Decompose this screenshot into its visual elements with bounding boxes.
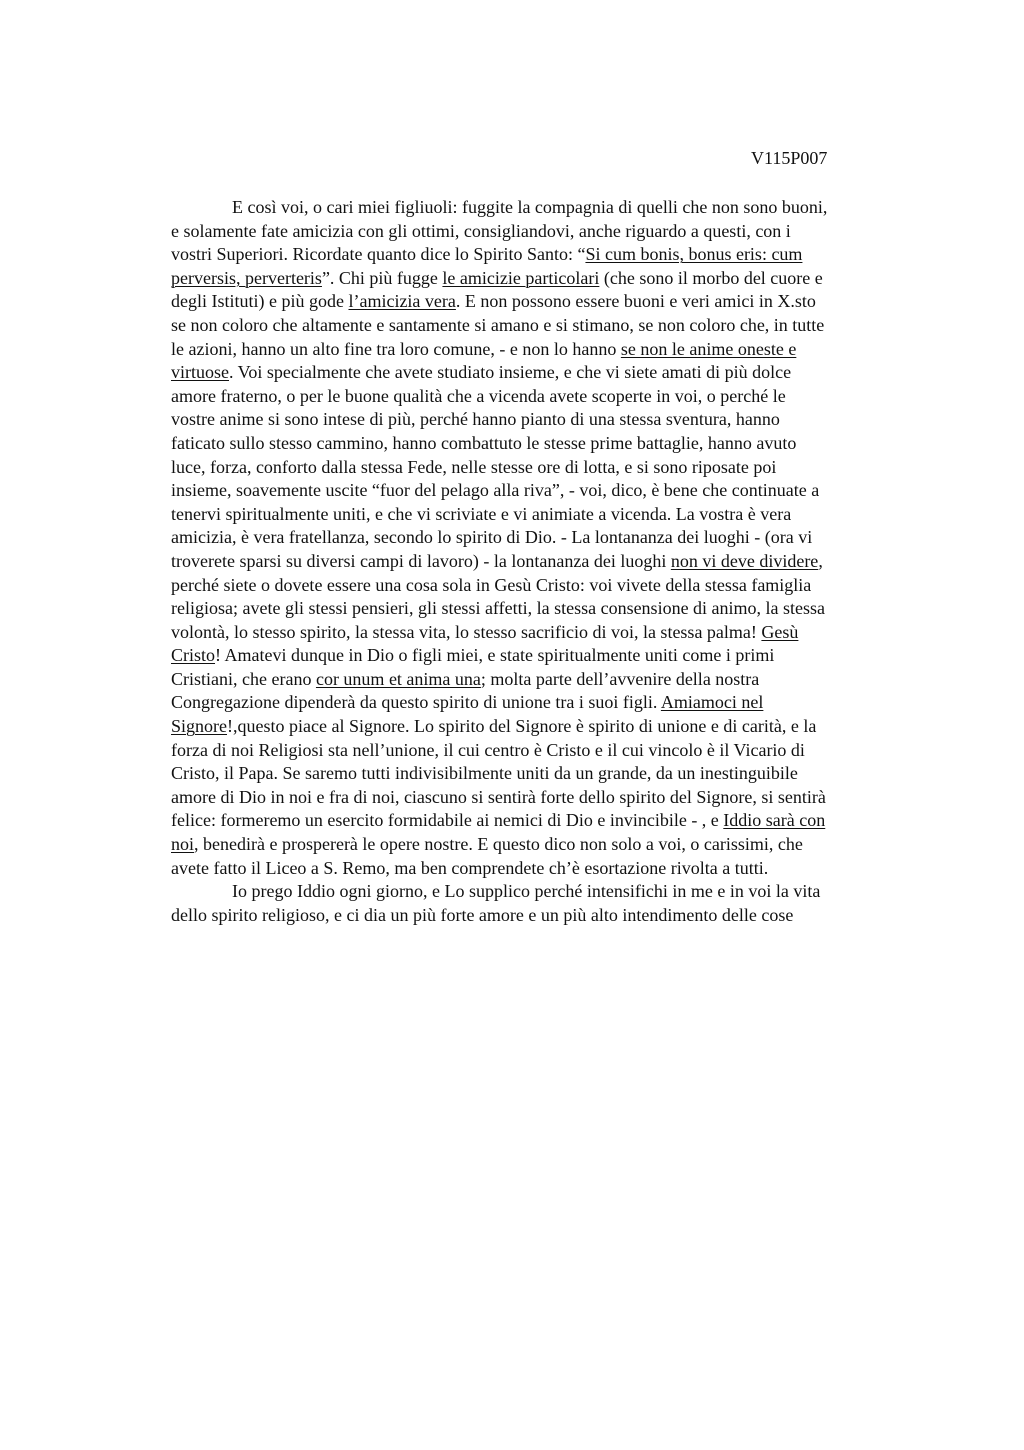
text-line [171,456,931,480]
text-run: !,questo piace al Signore. Lo spirito del Signore è spirito di unione e di carità, e la [227,716,817,737]
text-line [171,220,931,244]
text-run: tenervi spiritualmente uniti, e che vi scriviate e vi animiate a vicenda. La vostra è vera [171,503,792,524]
text-line [171,338,931,362]
text-run: amore fraterno, o per le buone qualità che a vicenda avete scoperte in voi, o perché le [171,385,786,406]
text-line [171,880,931,904]
text-line [171,739,931,763]
underlined-text: Signore [171,716,227,737]
text-run: , benedirà e prospererà le opere nostre. E questo dico non solo a voi, o carissimi, che [194,834,803,855]
text-run: degli Istituti) e più gode [171,291,349,312]
text-line [171,290,931,314]
underlined-text: cor unum et anima una [315,668,481,689]
text-run: E così voi, o cari miei figliuoli: fuggite la compagnia di quelli che non sono buoni, [232,197,828,217]
page-reference: V115P007 [751,148,828,168]
letter-body [171,196,931,927]
text-run: luce, forza, conforto dalla stessa Fede, nelle stesse ore di lotta, e si sono riposate poi [171,456,777,477]
text-line [171,574,931,598]
text-run: le azioni, hanno un alto fine tra loro comune, - e non lo hanno [171,338,621,359]
text-line [171,385,931,409]
text-line [171,621,931,645]
text-line [171,408,931,432]
underlined-text: le amicizie particolari [442,267,600,288]
text-run: , [818,550,823,571]
text-line [171,479,931,503]
text-line [171,762,931,786]
text-run: religiosa; avete gli stessi pensieri, gli stessi affetti, la stessa consensione di animo, la stessa [171,598,826,619]
underlined-text: Gesù [761,621,799,642]
text-run: ”. Chi più fugge [321,267,443,288]
text-run: e solamente fate amicizia con gli ottimi, consigliandovi, anche riguardo a questi, con i [171,220,791,241]
text-run: (che sono il morbo del cuore e [599,267,823,288]
text-line [171,809,931,833]
text-line [171,550,931,574]
text-run: perché siete o dovete essere una cosa sola in Gesù Cristo: voi vivete della stessa famiglia [171,574,812,595]
text-run: . Voi specialmente che avete studiato insieme, e che vi siete amati di più dolce [229,362,792,383]
underlined-text: noi [171,834,195,855]
text-line [171,786,931,810]
text-line [171,526,931,550]
text-line [171,857,931,881]
text-line [171,691,931,715]
text-run: ; molta parte dell’avvenire della nostra [480,668,760,689]
text-run: Cristiani, che erano [171,668,316,689]
text-line [171,503,931,527]
text-run: Congregazione dipenderà da questo spirito di unione tra i suoi figli. [171,692,661,713]
text-line [171,243,931,267]
text-run: Io prego Iddio ogni giorno, e Lo supplico perché intensifichi in me e in voi la vita [232,881,821,902]
text-run: . E non possono essere buoni e veri amici in X.sto [455,291,816,312]
text-run: troverete sparsi su diversi campi di lavoro) - la lontananza dei luoghi [171,550,671,571]
text-line [171,432,931,456]
text-line [171,314,931,338]
text-run: se non coloro che altamente e santamente si amano e si stimano, se non coloro che, in tutte [171,314,825,335]
text-run: Cristo, il Papa. Se saremo tutti indivisibilmente uniti da un grande, da un inestinguibile [171,763,798,784]
underlined-text: Amiamoci nel [660,692,764,713]
text-run: amicizia, è vera fratellanza, secondo lo spirito di Dio. - La lontananza dei luoghi - (ora vi [171,527,813,548]
text-line [171,833,931,857]
text-line [171,904,931,928]
text-run: amore di Dio in noi e fra di noi, ciascuno si sentirà forte dello spirito del Signore, si sentirà [171,786,826,807]
underlined-text: virtuose [171,362,229,383]
text-run: volontà, lo stesso spirito, la stessa vita, lo stesso sacrificio di voi, la stessa palma! [171,621,762,642]
underlined-text: non vi deve dividere [670,550,819,571]
text-line [171,668,931,692]
text-run: avete fatto il Liceo a S. Remo, ma ben comprendete ch’è esortazione rivolta a tutti. [171,857,769,878]
text-run: faticato sullo stesso cammino, hanno combattuto le stesse prime battaglie, hanno avuto [171,432,797,453]
underlined-text: se non le anime oneste e [620,338,797,359]
text-line [171,361,931,385]
text-run: dello spirito religioso, e ci dia un più forte amore e un più alto intendimento delle cose [171,904,794,925]
underlined-text: perversis, perverteris [171,267,322,288]
text-line [171,196,931,220]
text-line [171,267,931,291]
underlined-text: l’amicizia vera [348,291,456,312]
text-run: vostre anime si sono intese di più, perché hanno pianto di una stessa sventura, hanno [171,409,780,430]
underlined-text: Si cum bonis, bonus eris: cum [585,244,803,265]
text-run: vostri Superiori. Ricordate quanto dice lo Spirito Santo: “ [171,244,586,265]
text-run: forza di noi Religiosi sta nell’unione, il cui centro è Cristo e il cui vincolo è il Vicario di [171,739,805,760]
text-run: insieme, soavemente uscite “fuor del pelago alla riva”, - voi, dico, è bene che continuate a [171,480,820,501]
text-line [171,597,931,621]
underlined-text: Cristo [171,645,216,666]
underlined-text: Iddio sarà con [723,810,826,831]
text-run: felice: formeremo un esercito formidabile ai nemici di Dio e invincibile - , e [171,810,724,831]
text-line [171,644,931,668]
text-run: ! Amatevi dunque in Dio o figli miei, e state spiritualmente uniti come i primi [215,645,775,666]
text-line [171,715,931,739]
